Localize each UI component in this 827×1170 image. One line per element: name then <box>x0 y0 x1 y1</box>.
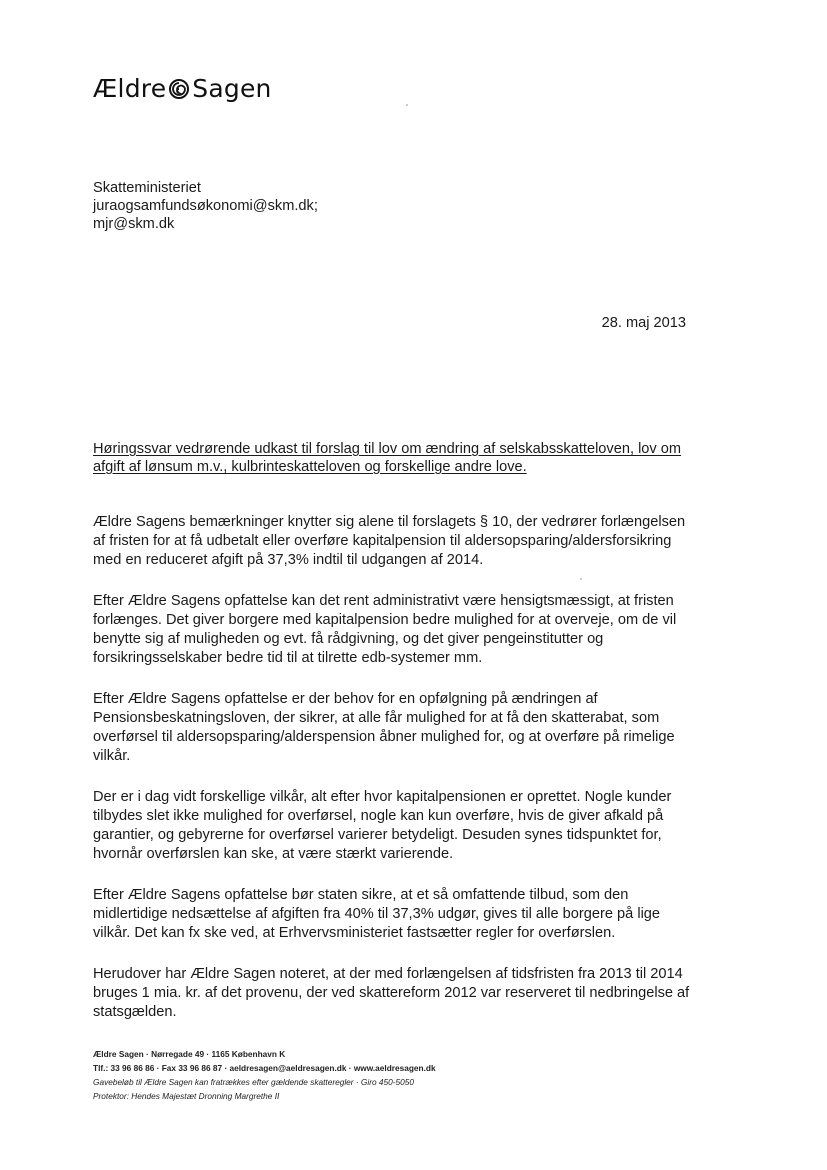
footer-gift-note: Gavebeløb til Ældre Sagen kan fratrækkes efter gældende skatteregler · Giro 450-5050 <box>93 1077 414 1087</box>
logo-text-right: Sagen <box>192 74 272 103</box>
logo-text-left: Ældre <box>93 74 167 103</box>
recipient-block <box>93 179 318 233</box>
body-paragraph: Efter Ældre Sagens opfattelse kan det rent administrativt være hensigtsmæssigt, at fristen forlænges. Det giver borgere med kapitalpension bedre mulighed for at overveje, om de vil benytte sig af muligheden og evt. få rådgivning, og det giver pengeinstitutter og forsikringsselskaber bedre tid til at tilrette edb-systemer mm. <box>93 593 677 666</box>
swirl-icon <box>168 78 190 100</box>
letter-body <box>93 513 698 1044</box>
body-paragraph: Der er i dag vidt forskellige vilkår, alt efter hvor kapitalpensionen er oprettet. Nogle kunder tilbydes slet ikke mulighed for overførsel, nogle kan kun overføre, hvis de giver afkald på garantier, og gebyrerne for overførsel varierer betydeligt. Desuden synes tidspunktet for, hvornår overførslen kan ske, at være stærkt varierende. <box>93 789 672 862</box>
footer-patron: Protektor: Hendes Majestæt Dronning Margrethe II <box>93 1091 280 1101</box>
recipient-email: juraogsamfundsøkonomi@skm.dk; <box>93 198 318 214</box>
recipient-email: mjr@skm.dk <box>93 216 175 232</box>
footer-address: Ældre Sagen · Nørregade 49 · 1165 København K <box>93 1049 286 1059</box>
letter-subject: Høringssvar vedrørende udkast til forslag til lov om ændring af selskabsskatteloven, lov om afgift af lønsum m.v., kulbrinteskatteloven og forskellige andre love. <box>93 441 682 475</box>
letter-date: 28. maj 2013 <box>601 315 686 331</box>
recipient-name: Skatteministeriet <box>93 180 201 196</box>
scan-speck <box>406 104 408 106</box>
body-paragraph: Efter Ældre Sagens opfattelse bør staten sikre, at et så omfattende tilbud, som den midlertidige nedsættelse af afgiften fra 40% til 37,3% udgør, gives til alle borgere på lige vilkår. Det kan fx ske ved, at Erhvervsministeriet fastsætter regler for overførslen. <box>93 887 661 941</box>
body-paragraph: Ældre Sagens bemærkninger knytter sig alene til forslagets § 10, der vedrører forlængelsen af fristen for at få udbetalt eller overføre kapitalpension til aldersopsparing/aldersforsikring med en reduceret afgift på 37,3% indtil til udgangen af 2014. <box>93 514 686 568</box>
body-paragraph: Efter Ældre Sagens opfattelse er der behov for en opfølgning på ændringen af Pensionsbeskatningsloven, der sikrer, at alle får mulighed for at få den skatterabat, som overførsel til aldersopsparing/alderspension åbner mulighed for, og at overføre på rimelige vilkår. <box>93 691 675 764</box>
footer <box>93 1047 436 1103</box>
footer-contact: Tlf.: 33 96 86 86 · Fax 33 96 86 87 · aeldresagen@aeldresagen.dk · www.aeldresagen.dk <box>93 1063 436 1073</box>
body-paragraph: Herudover har Ældre Sagen noteret, at der med forlængelsen af tidsfristen fra 2013 til 2014 bruges 1 mia. kr. af det provenu, der ved skattereform 2012 var reserveret til nedbringelse af statsgælden. <box>93 966 690 1020</box>
logo <box>93 74 272 103</box>
